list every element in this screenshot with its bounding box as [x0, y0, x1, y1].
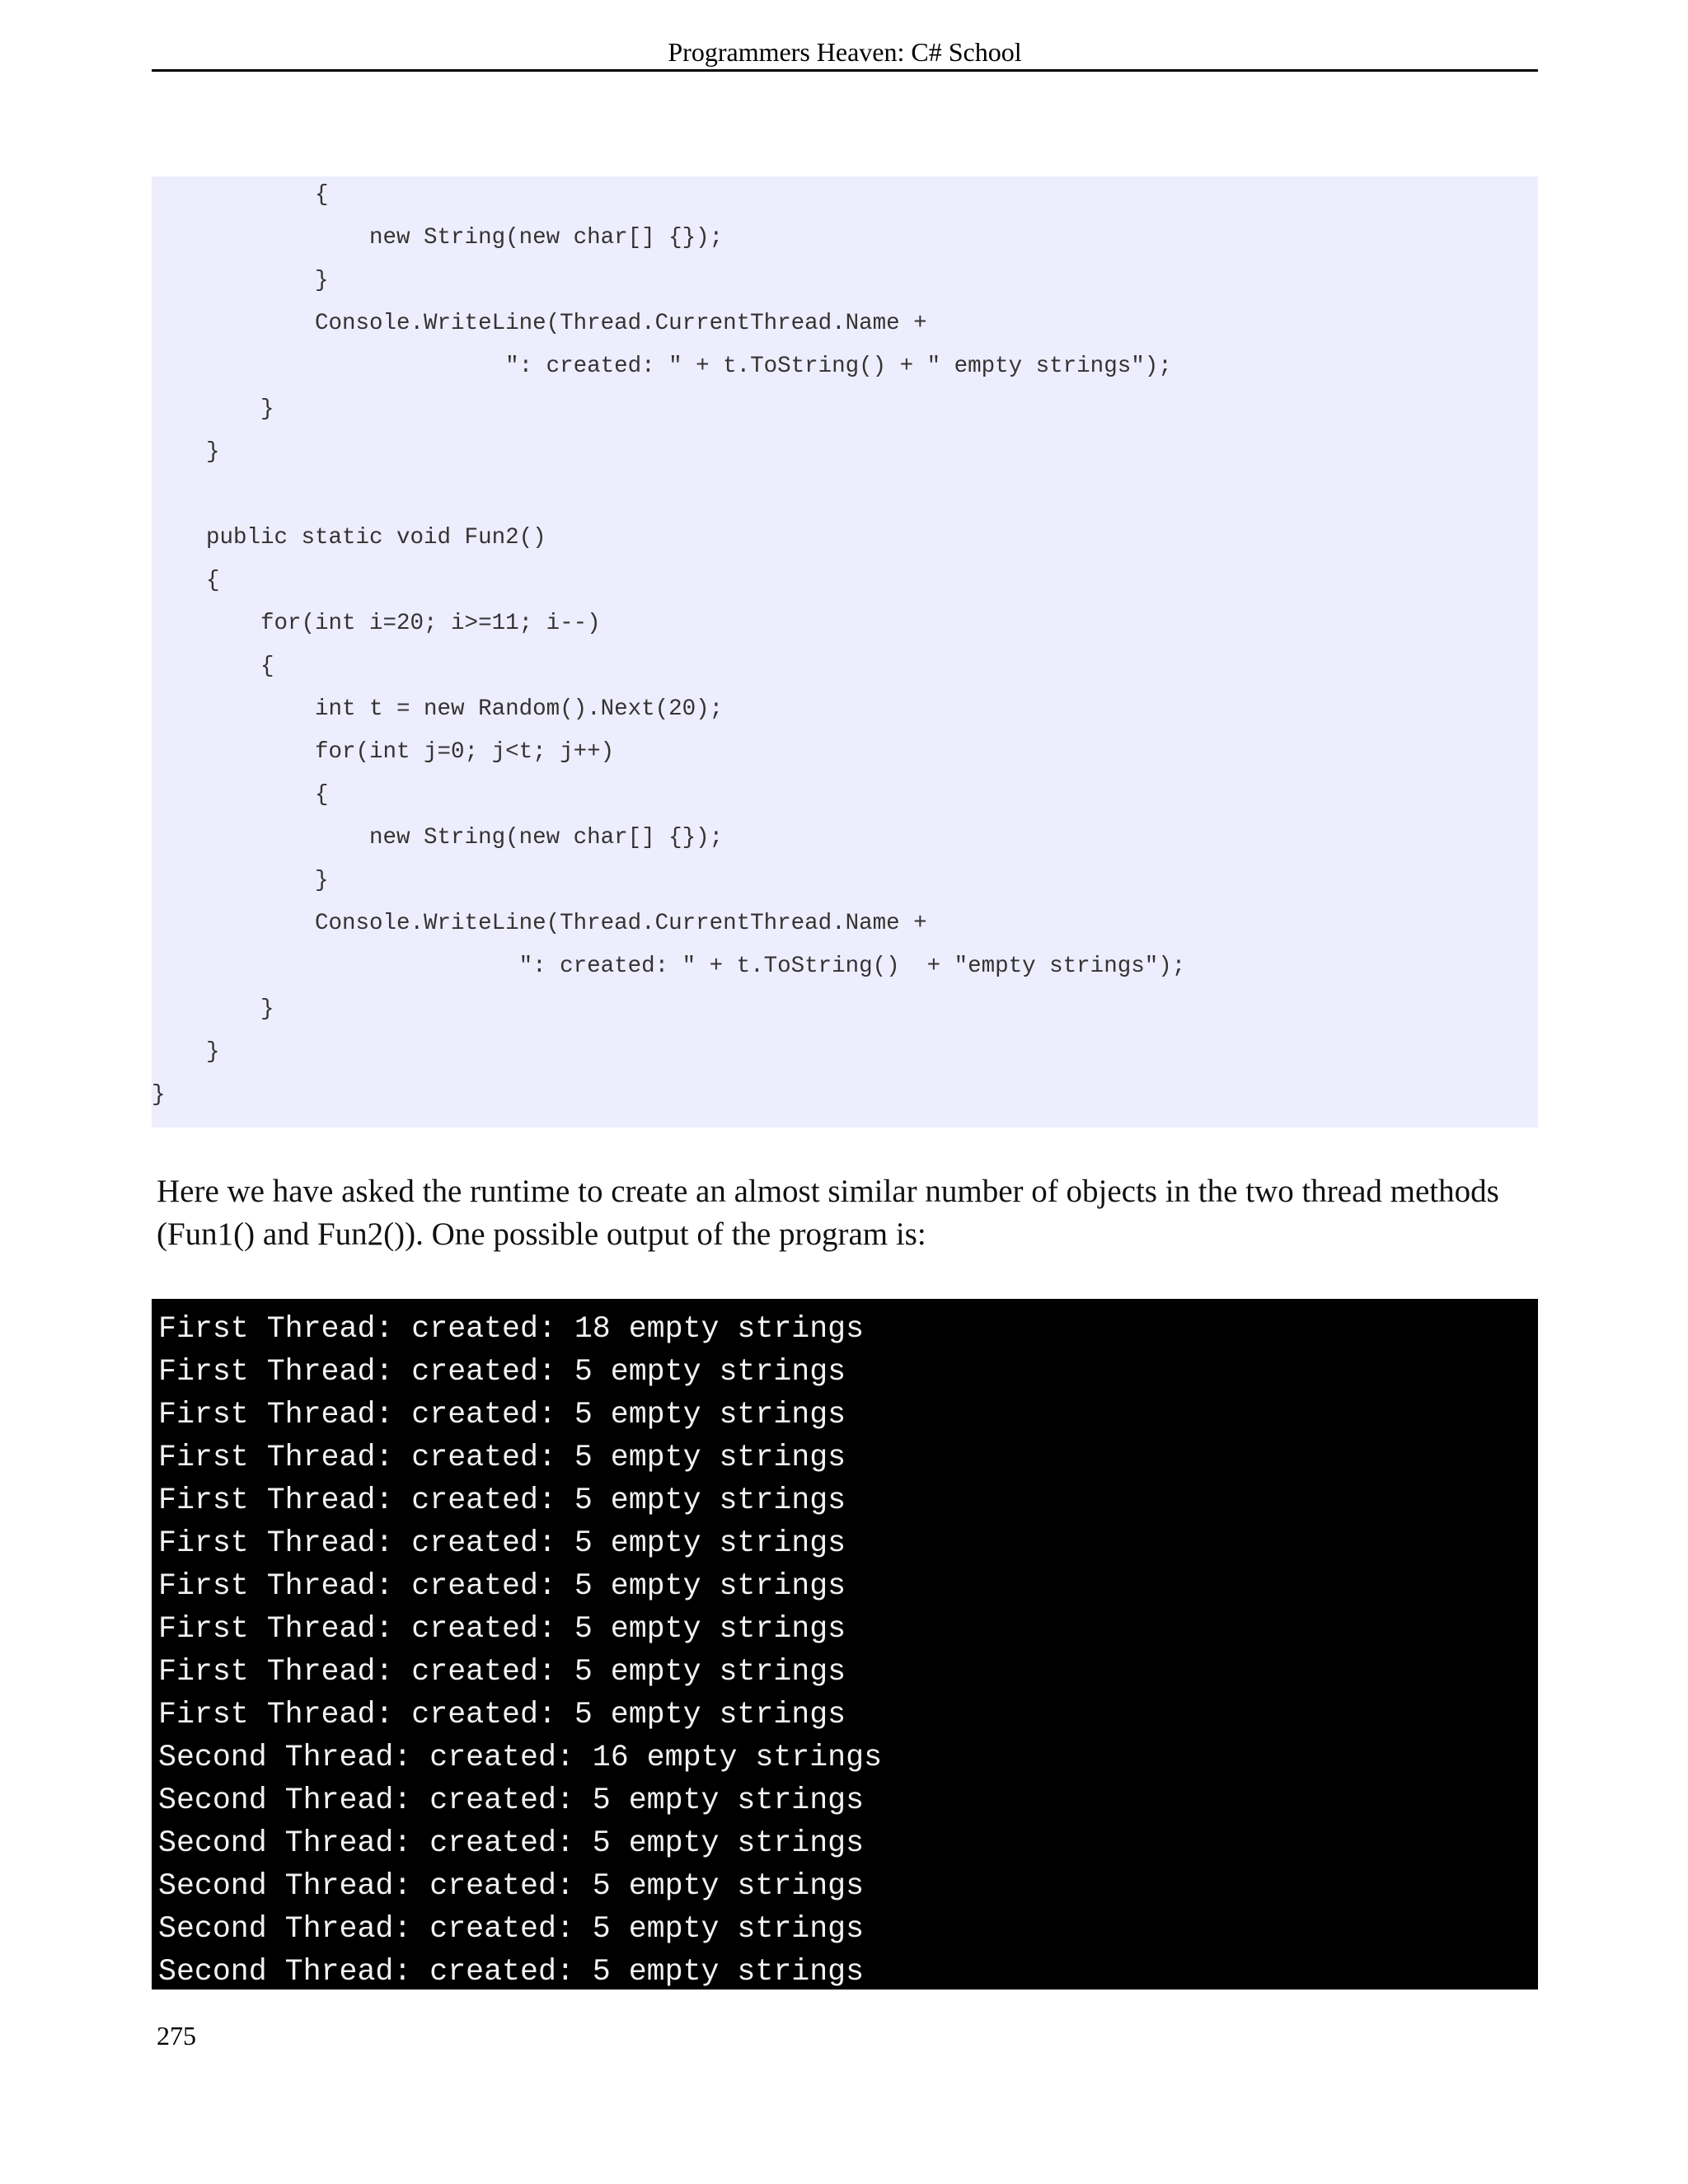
code-line: } — [152, 439, 220, 465]
console-line: First Thread: created: 5 empty strings — [158, 1398, 846, 1432]
code-line: int t = new Random().Next(20); — [152, 696, 724, 722]
code-line: ": created: " + t.ToString() + "empty strings"); — [152, 954, 1186, 979]
page-header — [152, 35, 1538, 72]
code-line: new String(new char[] {}); — [152, 825, 724, 851]
code-line: } — [152, 1082, 166, 1108]
code-block — [152, 176, 1538, 1127]
console-line: First Thread: created: 5 empty strings — [158, 1441, 846, 1474]
console-line: Second Thread: created: 5 empty strings — [158, 1955, 865, 1989]
console-line: First Thread: created: 5 empty strings — [158, 1655, 846, 1689]
console-line: First Thread: created: 5 empty strings — [158, 1569, 846, 1603]
console-line: Second Thread: created: 5 empty strings — [158, 1783, 865, 1817]
code-line: for(int j=0; j<t; j++) — [152, 739, 615, 765]
code-line: for(int i=20; i>=11; i--) — [152, 611, 601, 636]
code-line: { — [152, 568, 220, 593]
code-line: { — [152, 182, 329, 208]
code-line: } — [152, 996, 274, 1022]
code-line: } — [152, 268, 329, 293]
body-paragraph: Here we have asked the runtime to create an almost similar number of objects in the two thread methods (Fun1() and Fun2()). One possible output of the program is: — [157, 1174, 1499, 1252]
code-line: } — [152, 868, 329, 893]
console-line: Second Thread: created: 16 empty strings — [158, 1741, 883, 1774]
console-line: Second Thread: created: 5 empty strings — [158, 1869, 865, 1903]
code-line: { — [152, 782, 329, 808]
code-line: ": created: " + t.ToString() + " empty strings"); — [152, 354, 1172, 379]
console-line: First Thread: created: 5 empty strings — [158, 1483, 846, 1517]
console-line: First Thread: created: 5 empty strings — [158, 1355, 846, 1389]
code-line: } — [152, 396, 274, 422]
console-line: Second Thread: created: 5 empty strings — [158, 1826, 865, 1860]
code-line: { — [152, 654, 274, 679]
console-line: First Thread: created: 5 empty strings — [158, 1612, 846, 1646]
console-line: First Thread: created: 5 empty strings — [158, 1698, 846, 1732]
console-output — [152, 1299, 1538, 1990]
code-line: Console.WriteLine(Thread.CurrentThread.Name + — [152, 311, 927, 336]
console-line: First Thread: created: 5 empty strings — [158, 1526, 846, 1560]
page-number: 275 — [157, 2021, 196, 2050]
console-line: First Thread: created: 18 empty strings — [158, 1312, 865, 1346]
page-header-title: Programmers Heaven: C# School — [668, 37, 1022, 67]
code-line: } — [152, 1039, 220, 1065]
code-line: public static void Fun2() — [152, 525, 546, 551]
console-line: Second Thread: created: 5 empty strings — [158, 1912, 865, 1946]
code-line: Console.WriteLine(Thread.CurrentThread.Name + — [152, 911, 927, 936]
code-line: new String(new char[] {}); — [152, 225, 724, 251]
